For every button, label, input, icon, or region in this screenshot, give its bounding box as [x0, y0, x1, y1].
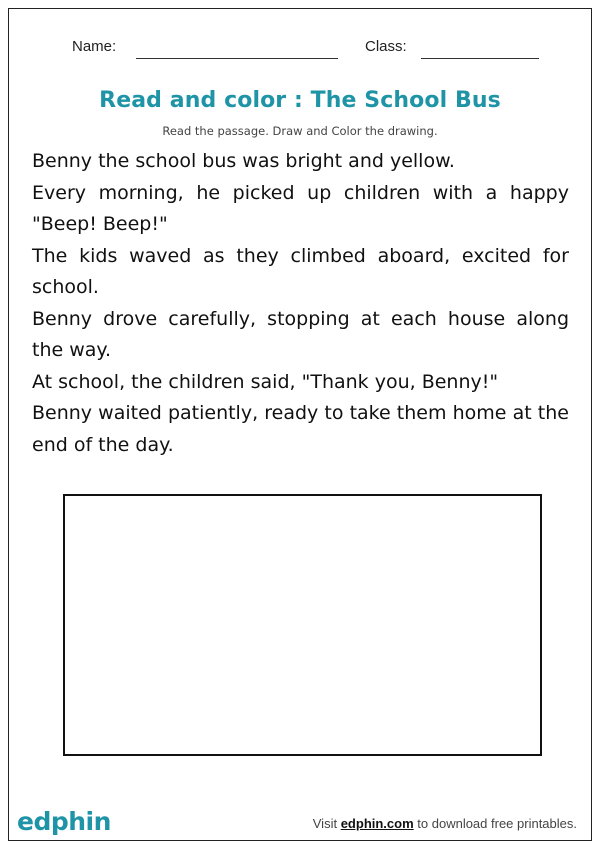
edphin-link[interactable]: edphin.com	[340, 816, 414, 831]
footer	[0, 806, 600, 842]
class-label: Class:	[365, 38, 407, 55]
passage-line: Every morning, he picked up children with a happy "Beep! Beep!"	[32, 181, 569, 235]
visit-prefix: Visit	[312, 816, 338, 831]
class-field-line[interactable]	[421, 58, 539, 59]
edphin-logo: edphin	[17, 807, 111, 836]
passage-line: Benny drove carefully, stopping at each house along the way.	[32, 307, 569, 361]
passage-line: Benny the school bus was bright and yellow.	[32, 150, 455, 172]
drawing-box[interactable]	[63, 494, 542, 756]
passage-line: The kids waved as they climbed aboard, excited for school.	[32, 244, 569, 298]
passage-line: Benny waited patiently, ready to take them home at the end of the day.	[32, 402, 569, 456]
header	[0, 34, 600, 64]
name-field-line[interactable]	[136, 58, 338, 59]
visit-suffix: to download free printables.	[417, 816, 577, 831]
page-title: Read and color : The School Bus	[99, 88, 501, 113]
name-label: Name:	[72, 38, 117, 55]
footer-note	[313, 816, 577, 831]
reading-passage	[32, 146, 569, 461]
page-subtitle: Read the passage. Draw and Color the drawing.	[162, 124, 438, 138]
passage-line: At school, the children said, "Thank you, Benny!"	[32, 370, 499, 393]
